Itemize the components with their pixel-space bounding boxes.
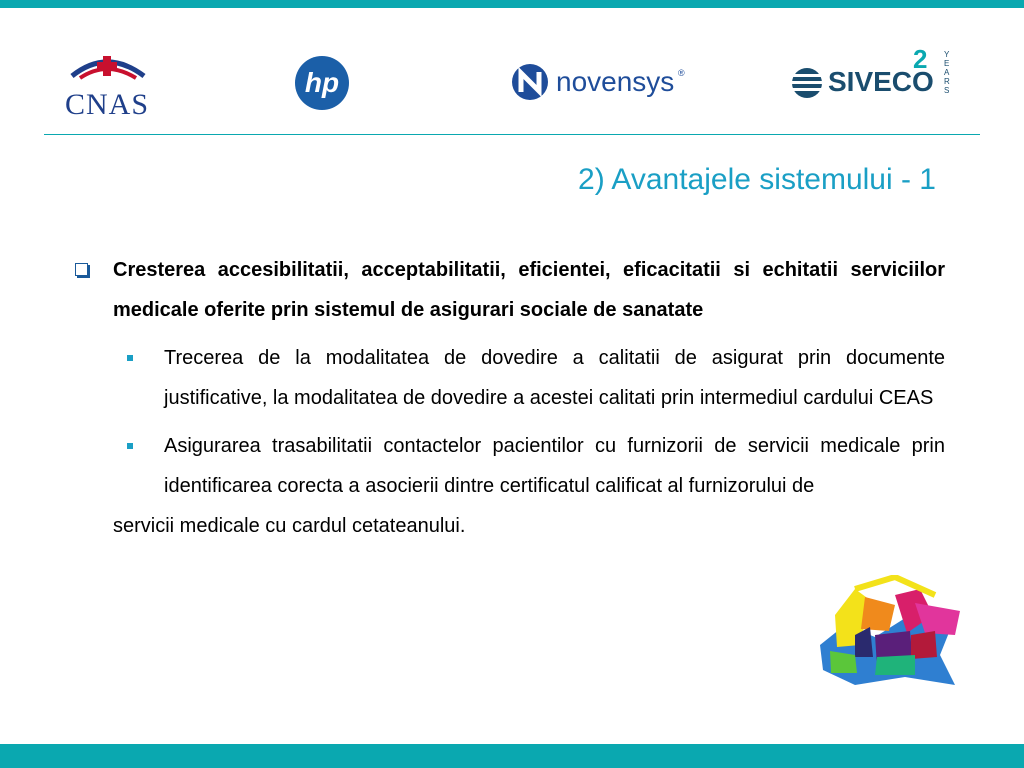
top-accent-band xyxy=(0,0,1024,8)
sub-bullet-text: Trecerea de la modalitatea de dovedire a calitatii de asigurat prin documente justificative, la modalitatea de dovedire a acestei calitati prin intermediul cardului CEAS xyxy=(164,347,945,409)
sponsor-logos xyxy=(0,38,1024,128)
sub-bullet xyxy=(75,338,945,418)
slide-title: 2) Avantajele sistemului - 1 xyxy=(578,163,936,196)
bottom-accent-band xyxy=(0,744,1024,768)
siveco-wordmark: SIVECO xyxy=(828,66,934,97)
cnas-wordmark: CNAS xyxy=(64,88,150,121)
siveco-globe-icon xyxy=(790,66,824,100)
slide-body xyxy=(75,250,945,546)
square-bullet-icon xyxy=(127,443,133,449)
checkbox-bullet-icon xyxy=(75,263,88,276)
hp-wordmark: hp xyxy=(304,67,340,98)
colorful-house-icon xyxy=(815,575,965,695)
header-divider xyxy=(44,134,980,135)
sub-bullet-text: Asigurarea trasabilitatii contactelor pacientilor cu furnizorii de servicii medicale prin identificarea corecta a asocierii dintre certificatul calificat al furnizorului de xyxy=(164,435,945,497)
cnas-logo xyxy=(52,48,162,120)
registered-mark: ® xyxy=(678,68,685,78)
hp-logo xyxy=(295,56,353,114)
sub-bullet-continuation: servicii medicale cu cardul cetateanului. xyxy=(113,515,466,537)
siveco-years-label: YEARS xyxy=(944,50,950,95)
novensys-wordmark: novensys xyxy=(556,66,675,97)
novensys-mark-icon xyxy=(510,62,550,102)
hp-circle-icon xyxy=(295,56,349,110)
main-bullet-text: Cresterea accesibilitatii, acceptabilitatii, eficientei, eficacitatii si echitatii serviciilor medicale oferite prin sistemul de asigurari sociale de sanatate xyxy=(113,259,945,321)
siveco-twenty-mark: 2 xyxy=(913,44,928,74)
main-bullet xyxy=(75,250,945,330)
sub-bullet xyxy=(75,426,945,506)
novensys-logo xyxy=(510,60,690,106)
square-bullet-icon xyxy=(127,355,133,361)
siveco-logo xyxy=(790,44,970,108)
